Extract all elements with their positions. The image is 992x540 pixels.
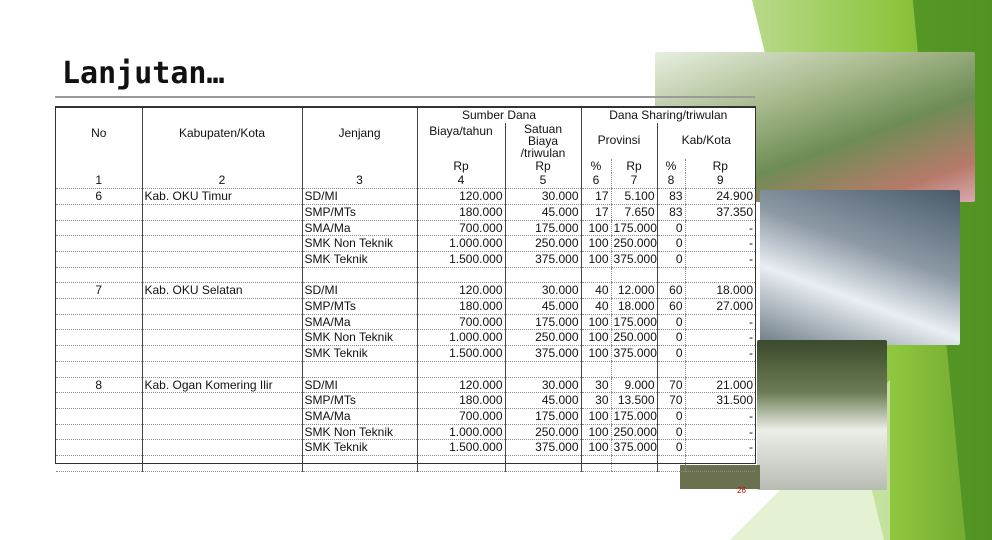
cell-kabupaten [142, 456, 302, 472]
table-row [56, 440, 755, 456]
cell-biaya-tahun: 700.000 [417, 314, 505, 330]
colnum-7: 7 [611, 173, 657, 188]
cell-prov-rp: 7.650 [611, 204, 657, 220]
header-satuan-biaya-line2: /triwulan [520, 145, 566, 159]
cell-biaya-tahun: 700.000 [417, 408, 505, 424]
table-row [56, 314, 755, 330]
cell-satuan-biaya [505, 267, 581, 283]
cell-kab-rp [685, 267, 755, 283]
cell-prov-rp: 250.000 [611, 424, 657, 440]
cell-jenjang: SMP/MTs [302, 204, 417, 220]
cell-jenjang [302, 361, 417, 377]
cell-jenjang: SMP/MTs [302, 299, 417, 315]
cell-satuan-biaya: 250.000 [505, 236, 581, 252]
cell-kab-pct: 83 [657, 189, 685, 205]
cell-satuan-biaya [505, 361, 581, 377]
table-row [56, 283, 755, 299]
cell-prov-rp: 250.000 [611, 236, 657, 252]
cell-kab-rp: 21.000 [685, 377, 755, 393]
colnum-4: 4 [417, 173, 505, 188]
table-row [56, 346, 755, 362]
colnum-8: 8 [657, 173, 685, 188]
title-divider [55, 96, 755, 98]
cell-biaya-tahun [417, 456, 505, 472]
cell-biaya-tahun: 700.000 [417, 220, 505, 236]
cell-kab-pct: 70 [657, 377, 685, 393]
cell-satuan-biaya: 45.000 [505, 393, 581, 409]
cell-biaya-tahun: 180.000 [417, 204, 505, 220]
cell-kabupaten [142, 330, 302, 346]
cell-kab-pct: 0 [657, 251, 685, 267]
table-row [56, 220, 755, 236]
cell-no [56, 424, 142, 440]
cell-biaya-tahun: 1.500.000 [417, 251, 505, 267]
cell-satuan-biaya: 250.000 [505, 424, 581, 440]
table-row [56, 236, 755, 252]
table-spacer-row [56, 456, 755, 472]
header-spacer [417, 141, 505, 159]
cell-kabupaten [142, 299, 302, 315]
cell-kab-pct: 0 [657, 330, 685, 346]
cell-no [56, 456, 142, 472]
cell-jenjang: SD/MI [302, 189, 417, 205]
header-jenjang: Jenjang [302, 108, 417, 159]
cell-biaya-tahun [417, 267, 505, 283]
cell-no [56, 267, 142, 283]
table-row [56, 251, 755, 267]
table-row [56, 393, 755, 409]
header-blank-kabupaten [142, 159, 302, 174]
colnum-9: 9 [685, 173, 755, 188]
cell-kab-pct: 83 [657, 204, 685, 220]
cell-kab-rp [685, 361, 755, 377]
cell-kabupaten [142, 251, 302, 267]
cell-prov-pct: 17 [581, 189, 611, 205]
cell-jenjang: SMK Teknik [302, 346, 417, 362]
cell-kab-rp: - [685, 408, 755, 424]
cell-prov-pct [581, 361, 611, 377]
cell-jenjang: SMK Non Teknik [302, 236, 417, 252]
colnum-1: 1 [56, 173, 142, 188]
cell-prov-rp: 175.000 [611, 314, 657, 330]
table-row [56, 189, 755, 205]
header-pct-kab: % [657, 159, 685, 174]
cell-kab-rp [685, 456, 755, 472]
cell-prov-pct: 100 [581, 251, 611, 267]
header-dana-sharing: Dana Sharing/triwulan [581, 108, 755, 123]
cell-kab-rp: - [685, 440, 755, 456]
cell-biaya-tahun: 180.000 [417, 393, 505, 409]
cell-kab-pct: 0 [657, 424, 685, 440]
cell-prov-rp [611, 267, 657, 283]
cell-no [56, 440, 142, 456]
cell-no: 6 [56, 189, 142, 205]
header-kabupaten: Kabupaten/Kota [142, 108, 302, 159]
cell-no: 8 [56, 377, 142, 393]
cell-prov-rp [611, 361, 657, 377]
colnum-5: 5 [505, 173, 581, 188]
cell-kab-pct: 0 [657, 440, 685, 456]
cell-kabupaten [142, 346, 302, 362]
cell-satuan-biaya: 375.000 [505, 251, 581, 267]
cell-no [56, 204, 142, 220]
header-satuan-biaya-line1: Satuan Biaya [523, 122, 563, 148]
cell-jenjang: SMK Teknik [302, 440, 417, 456]
cell-kab-pct: 0 [657, 220, 685, 236]
table-row [56, 204, 755, 220]
cell-kabupaten [142, 236, 302, 252]
cell-kab-rp: - [685, 314, 755, 330]
cell-prov-pct: 100 [581, 440, 611, 456]
colnum-2: 2 [142, 173, 302, 188]
cell-kab-rp: - [685, 330, 755, 346]
cell-kab-pct: 60 [657, 283, 685, 299]
colnum-6: 6 [581, 173, 611, 188]
header-sumber-dana: Sumber Dana [417, 108, 581, 123]
funding-table-container [55, 106, 756, 464]
table-spacer-row [56, 361, 755, 377]
cell-prov-pct: 40 [581, 283, 611, 299]
cell-prov-pct: 30 [581, 377, 611, 393]
header-provinsi: Provinsi [581, 123, 657, 159]
header-pct-prov: % [581, 159, 611, 174]
cell-kabupaten [142, 220, 302, 236]
cell-prov-pct: 17 [581, 204, 611, 220]
cell-kabupaten [142, 424, 302, 440]
cell-prov-rp: 375.000 [611, 346, 657, 362]
cell-kabupaten [142, 408, 302, 424]
cell-satuan-biaya: 175.000 [505, 220, 581, 236]
cell-biaya-tahun: 120.000 [417, 283, 505, 299]
cell-jenjang: SD/MI [302, 283, 417, 299]
cell-prov-rp [611, 456, 657, 472]
cell-no [56, 330, 142, 346]
cell-no [56, 314, 142, 330]
cell-kabupaten [142, 314, 302, 330]
header-satuan-biaya [505, 123, 581, 159]
cell-kabupaten [142, 361, 302, 377]
cell-satuan-biaya: 30.000 [505, 189, 581, 205]
cell-prov-rp: 375.000 [611, 440, 657, 456]
header-blank-jenjang [302, 159, 417, 174]
cell-satuan-biaya: 30.000 [505, 283, 581, 299]
cell-satuan-biaya: 30.000 [505, 377, 581, 393]
cell-kab-rp: 31.500 [685, 393, 755, 409]
students-uniform-photo [757, 340, 887, 490]
header-blank-no [56, 159, 142, 174]
cell-no [56, 346, 142, 362]
cell-kabupaten: Kab. OKU Selatan [142, 283, 302, 299]
cell-no: 7 [56, 283, 142, 299]
cell-biaya-tahun [417, 361, 505, 377]
cell-satuan-biaya [505, 456, 581, 472]
cell-prov-pct: 100 [581, 330, 611, 346]
funding-table [56, 108, 755, 472]
cell-prov-pct: 100 [581, 236, 611, 252]
cell-jenjang: SMP/MTs [302, 393, 417, 409]
cell-kab-rp: 27.000 [685, 299, 755, 315]
cell-kabupaten: Kab. OKU Timur [142, 189, 302, 205]
cell-satuan-biaya: 250.000 [505, 330, 581, 346]
cell-kab-pct [657, 267, 685, 283]
cell-prov-rp: 5.100 [611, 189, 657, 205]
cell-kab-pct: 70 [657, 393, 685, 409]
table-row [56, 377, 755, 393]
cell-prov-pct: 100 [581, 346, 611, 362]
cell-biaya-tahun: 1.500.000 [417, 440, 505, 456]
cell-no [56, 361, 142, 377]
cell-kab-rp: - [685, 220, 755, 236]
cell-jenjang: SMK Teknik [302, 251, 417, 267]
header-kabkota: Kab/Kota [657, 123, 755, 159]
cell-jenjang: SMK Non Teknik [302, 424, 417, 440]
cell-prov-rp: 9.000 [611, 377, 657, 393]
cell-biaya-tahun: 120.000 [417, 189, 505, 205]
table-row [56, 424, 755, 440]
cell-prov-rp: 250.000 [611, 330, 657, 346]
cell-satuan-biaya: 45.000 [505, 204, 581, 220]
cell-kabupaten [142, 440, 302, 456]
table-row [56, 330, 755, 346]
cell-no [56, 393, 142, 409]
cell-prov-pct: 40 [581, 299, 611, 315]
cell-kabupaten [142, 393, 302, 409]
cell-prov-rp: 12.000 [611, 283, 657, 299]
table-spacer-row [56, 267, 755, 283]
header-no: No [91, 126, 107, 140]
cell-prov-rp: 175.000 [611, 220, 657, 236]
cell-prov-rp: 13.500 [611, 393, 657, 409]
cell-prov-pct: 100 [581, 424, 611, 440]
cell-kab-rp: 24.900 [685, 189, 755, 205]
cell-biaya-tahun: 120.000 [417, 377, 505, 393]
cell-kab-rp: - [685, 424, 755, 440]
page-number: 26 [737, 486, 746, 495]
cell-no [56, 299, 142, 315]
cell-kab-pct: 60 [657, 299, 685, 315]
cell-kab-rp: - [685, 251, 755, 267]
cell-satuan-biaya: 375.000 [505, 440, 581, 456]
cell-no [56, 251, 142, 267]
cell-kab-pct: 0 [657, 408, 685, 424]
cell-kabupaten: Kab. Ogan Komering Ilir [142, 377, 302, 393]
cell-no [56, 236, 142, 252]
cell-satuan-biaya: 45.000 [505, 299, 581, 315]
cell-kab-rp: - [685, 236, 755, 252]
cell-jenjang: SD/MI [302, 377, 417, 393]
cell-kab-rp: 18.000 [685, 283, 755, 299]
header-rp-kab: Rp [685, 159, 755, 174]
cell-no [56, 220, 142, 236]
cell-satuan-biaya: 375.000 [505, 346, 581, 362]
cell-kab-pct: 0 [657, 346, 685, 362]
table-row [56, 408, 755, 424]
cell-biaya-tahun: 1.000.000 [417, 424, 505, 440]
cell-kab-pct [657, 456, 685, 472]
cell-satuan-biaya: 175.000 [505, 408, 581, 424]
cell-jenjang: SMA/Ma [302, 314, 417, 330]
cell-jenjang: SMA/Ma [302, 408, 417, 424]
cell-prov-pct: 100 [581, 408, 611, 424]
cell-jenjang [302, 267, 417, 283]
header-rp-biaya: Rp [417, 159, 505, 174]
cell-kabupaten [142, 267, 302, 283]
header-rp-prov: Rp [611, 159, 657, 174]
cell-prov-rp: 175.000 [611, 408, 657, 424]
cell-jenjang [302, 456, 417, 472]
cell-prov-pct: 100 [581, 314, 611, 330]
cell-prov-rp: 18.000 [611, 299, 657, 315]
cell-kab-rp: 37.350 [685, 204, 755, 220]
cell-jenjang: SMK Non Teknik [302, 330, 417, 346]
cell-satuan-biaya: 175.000 [505, 314, 581, 330]
cell-kab-pct [657, 361, 685, 377]
header-biaya-tahun: Biaya/tahun [417, 123, 505, 141]
cell-jenjang: SMA/Ma [302, 220, 417, 236]
cell-kab-pct: 0 [657, 236, 685, 252]
cell-biaya-tahun: 1.000.000 [417, 330, 505, 346]
slide-title: Lanjutan… [62, 56, 225, 91]
cell-prov-rp: 375.000 [611, 251, 657, 267]
cell-kab-rp: - [685, 346, 755, 362]
cell-biaya-tahun: 180.000 [417, 299, 505, 315]
cell-kabupaten [142, 204, 302, 220]
header-rp-satuan: Rp [505, 159, 581, 174]
students-sitting-photo [760, 190, 960, 345]
cell-kab-pct: 0 [657, 314, 685, 330]
colnum-3: 3 [302, 173, 417, 188]
cell-no [56, 408, 142, 424]
cell-biaya-tahun: 1.500.000 [417, 346, 505, 362]
cell-prov-pct: 30 [581, 393, 611, 409]
cell-prov-pct [581, 267, 611, 283]
cell-prov-pct [581, 456, 611, 472]
cell-prov-pct: 100 [581, 220, 611, 236]
table-row [56, 299, 755, 315]
cell-biaya-tahun: 1.000.000 [417, 236, 505, 252]
